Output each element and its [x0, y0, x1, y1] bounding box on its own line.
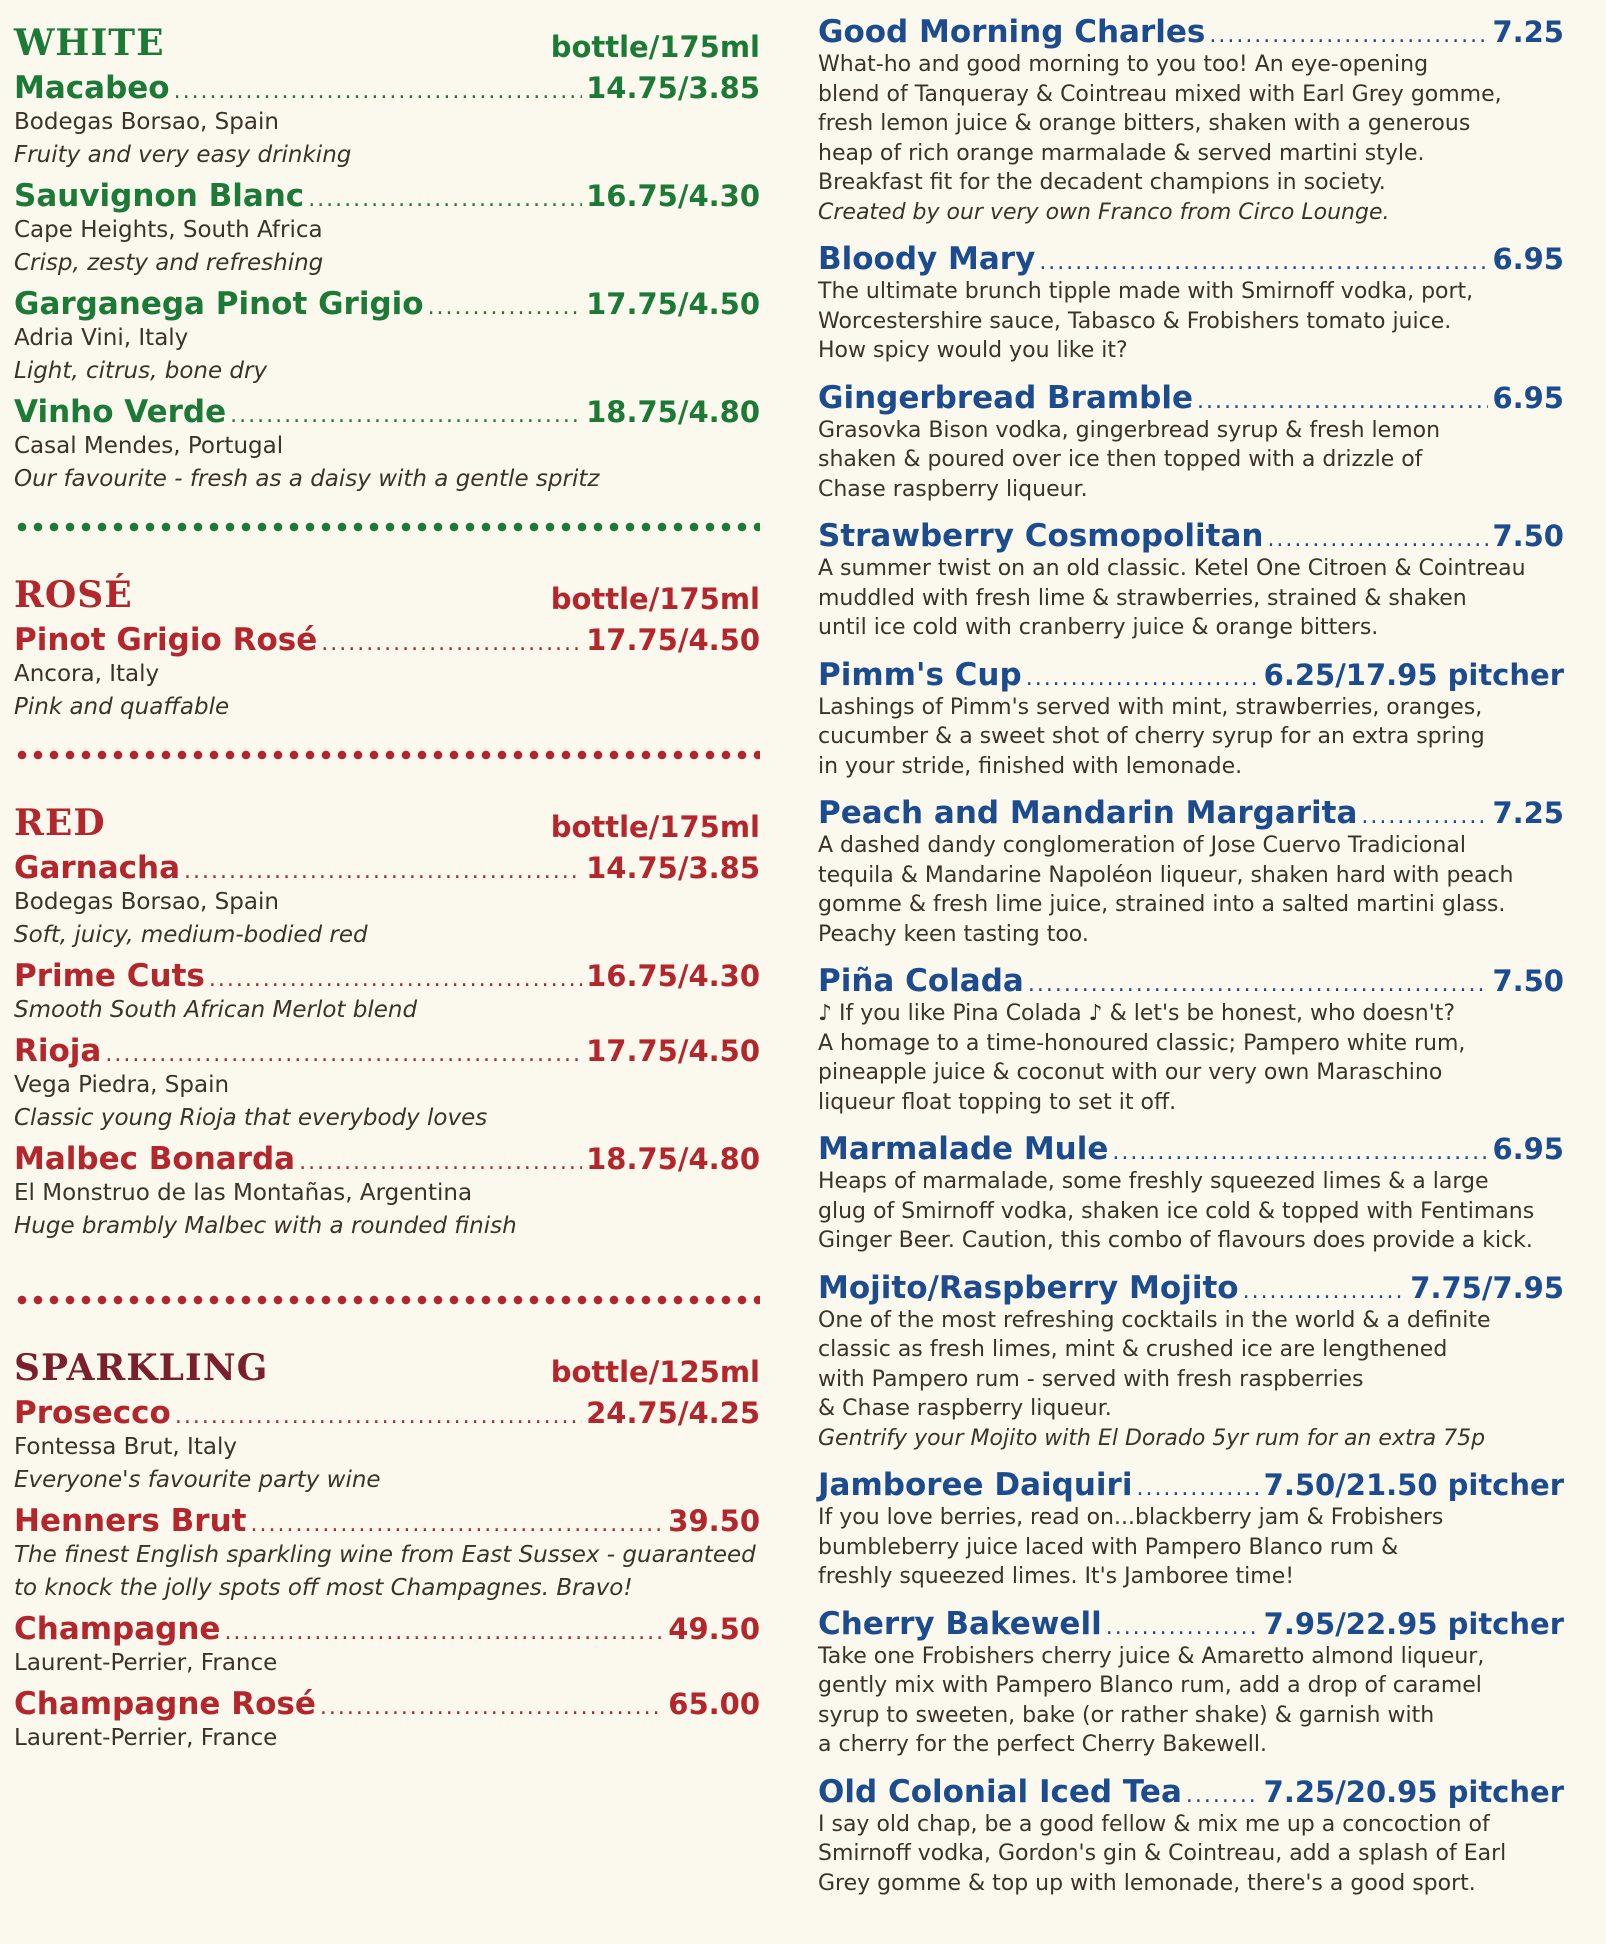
dot-leader: [250, 1512, 664, 1537]
cocktail-description: [818, 1642, 1564, 1760]
section-title: ROSÉ: [14, 574, 133, 616]
wine-description: Our favourite - fresh as a daisy with a gentle spritz: [14, 466, 600, 492]
wine-origin: Fontessa Brut, Italy: [14, 1434, 237, 1460]
cocktail-item: [818, 1131, 1564, 1256]
cocktail-item-line: [818, 1270, 1564, 1306]
wine-price: 17.75/4.50: [586, 287, 760, 321]
cocktail-description: [818, 1306, 1564, 1454]
wine-origin: Vega Piedra, Spain: [14, 1072, 230, 1098]
dot-leader: [105, 1042, 582, 1067]
cocktail-item: [818, 795, 1564, 949]
description-line: One of the most refreshing cocktails in the world & a definite: [818, 1307, 1491, 1333]
wine-description: Fruity and very easy drinking: [14, 142, 352, 168]
wine-item-line: [14, 1395, 760, 1431]
cocktail-note: Created by our very own Franco from Circo Lounge.: [818, 199, 1390, 225]
description-line: ♪ If you like Pina Colada ♪ & let's be honest, who doesn't?: [818, 1001, 1456, 1026]
description-line: shaken & poured over ice then topped with a drizzle of: [818, 447, 1423, 472]
wine-item: [14, 958, 760, 1027]
dot-leader: [1039, 250, 1488, 275]
section-title: SPARKLING: [14, 1347, 269, 1389]
wine-item-line: [14, 1503, 760, 1539]
wine-description: Smooth South African Merlot blend: [14, 997, 418, 1023]
cocktail-description: [818, 1503, 1564, 1592]
cocktail-price: 6.95: [1492, 242, 1564, 276]
wine-section-red: [14, 780, 760, 1243]
dot-leader: [1028, 972, 1489, 997]
cocktail-item-line: [818, 380, 1564, 416]
dot-leader: [1267, 527, 1488, 552]
wine-item: [14, 1611, 760, 1680]
description-line: muddled with fresh lime & strawberries, strained & shaken: [818, 585, 1467, 611]
wine-description: Huge brambly Malbec with a rounded finish: [14, 1213, 517, 1239]
wine-item-line: [14, 958, 760, 994]
dot-leader: [1361, 804, 1488, 829]
description-line: Take one Frobishers cherry juice & Amaretto almond liqueur,: [818, 1643, 1485, 1669]
cocktail-price: 7.25/20.95 pitcher: [1263, 1774, 1564, 1809]
section-header: [14, 780, 760, 844]
description-line: glug of Smirnoff vodka, shaken ice cold & topped with Fentimans: [818, 1198, 1535, 1224]
wine-origin: Adria Vini, Italy: [14, 325, 189, 351]
wine-item-line: [14, 178, 760, 214]
wine-description: Everyone's favourite party wine: [14, 1467, 381, 1493]
description-line: A dashed dandy conglomeration of Jose Cuervo Tradicional: [818, 833, 1466, 858]
cocktail-item: [818, 14, 1564, 227]
wine-name: Garnacha: [14, 850, 181, 886]
wine-price: 65.00: [668, 1687, 760, 1721]
cocktail-price: 7.50: [1492, 964, 1564, 998]
cocktail-item: [818, 657, 1564, 782]
wine-section-sparkling: [14, 1325, 760, 1755]
wine-origin: Ancora, Italy: [14, 661, 160, 687]
section-unit: bottle/175ml: [550, 810, 760, 844]
description-line: A homage to a time-honoured classic; Pampero white rum,: [818, 1030, 1466, 1056]
cocktail-price: 7.25: [1492, 15, 1564, 49]
wine-name: Rioja: [14, 1033, 102, 1069]
description-line: bumbleberry juice laced with Pampero Blanco rum &: [818, 1534, 1399, 1560]
cocktail-item: [818, 1467, 1564, 1592]
dot-leader: [224, 1620, 664, 1645]
wine-price: 17.75/4.50: [586, 1034, 760, 1068]
wine-item: [14, 622, 760, 724]
cocktail-name: Jamboree Daiquiri: [818, 1467, 1133, 1503]
cocktail-description: [818, 554, 1564, 643]
description-line: & Chase raspberry liqueur.: [818, 1396, 1112, 1421]
wine-price: 24.75/4.25: [586, 1396, 760, 1430]
wine-column: [14, 0, 760, 1755]
description-line: heap of rich orange marmalade & served martini style.: [818, 140, 1425, 166]
cocktail-item-line: [818, 1467, 1564, 1503]
description-line: syrup to sweeten, bake (or rather shake) & garnish with: [818, 1702, 1435, 1728]
wine-origin: Bodegas Borsao, Spain: [14, 109, 279, 135]
description-line: cucumber & a sweet shot of cherry syrup for an extra spring: [818, 724, 1485, 749]
description-line: with Pampero rum - served with fresh raspberries: [818, 1366, 1364, 1392]
description-line: Smirnoff vodka, Gordon's gin & Cointreau, add a splash of Earl: [818, 1841, 1507, 1866]
wine-name: Henners Brut: [14, 1503, 247, 1539]
description-line: A summer twist on an old classic. Ketel One Citroen & Cointreau: [818, 556, 1526, 581]
description-line: gomme & fresh lime juice, strained into a salted martini glass.: [818, 892, 1506, 917]
cocktail-name: Gingerbread Bramble: [818, 379, 1194, 416]
cocktail-description: [818, 1810, 1564, 1899]
cocktail-item: [818, 1774, 1564, 1899]
description-line: What-ho and good morning to you too! An eye-opening: [818, 52, 1429, 77]
wine-description: Soft, juicy, medium-bodied red: [14, 922, 368, 948]
cocktail-name: Bloody Mary: [818, 241, 1036, 277]
wine-description: The finest English sparkling wine from East Sussex - guaranteed to knock the jolly spots off most Champagnes. Bravo!: [14, 1542, 756, 1601]
dot-leader: [1186, 1783, 1260, 1808]
cocktail-price: 6.25/17.95 pitcher: [1263, 657, 1564, 692]
wine-origin: El Monstruo de las Montañas, Argentina: [14, 1180, 473, 1206]
wine-section-rose: [14, 552, 760, 724]
cocktail-description: [818, 831, 1564, 949]
cocktail-item-line: [818, 1131, 1564, 1167]
dot-leader: [1112, 1140, 1488, 1165]
description-line: Worcestershire sauce, Tabasco & Frobishers tomato juice.: [818, 308, 1452, 334]
wine-item-line: [14, 1686, 760, 1722]
description-line: If you love berries, read on...blackberry jam & Frobishers: [818, 1505, 1444, 1530]
wine-description: Classic young Rioja that everybody loves: [14, 1105, 488, 1131]
dot-leader: [1026, 666, 1260, 691]
cocktail-name: Strawberry Cosmopolitan: [818, 518, 1264, 554]
wine-origin: Laurent-Perrier, France: [14, 1650, 278, 1676]
cocktail-name: Old Colonial Iced Tea: [818, 1773, 1182, 1810]
description-line: classic as fresh limes, mint & crushed ice are lengthened: [818, 1337, 1448, 1362]
wine-name: Macabeo: [14, 70, 170, 106]
section-title: WHITE: [14, 22, 165, 64]
cocktail-name: Mojito/Raspberry Mojito: [818, 1269, 1239, 1306]
cocktail-description: [818, 416, 1564, 505]
cocktail-item: [818, 1606, 1564, 1760]
cocktail-item-line: [818, 963, 1564, 999]
description-line: Grey gomme & top up with lemonade, there's a good sport.: [818, 1870, 1476, 1896]
wine-item-line: [14, 1033, 760, 1069]
wine-section-white: [14, 0, 760, 496]
section-header: [14, 0, 760, 64]
wine-item: [14, 850, 760, 952]
section-unit: bottle/175ml: [550, 582, 760, 616]
wine-name: Garganega Pinot Grigio: [14, 286, 424, 322]
description-line: gently mix with Pampero Blanco rum, add a drop of caramel: [818, 1673, 1482, 1698]
section-divider: [14, 522, 760, 532]
wine-item: [14, 1503, 760, 1605]
description-line: pineapple juice & coconut with our very own Maraschino: [818, 1060, 1443, 1085]
cocktail-description: [818, 999, 1564, 1117]
cocktail-name: Good Morning Charles: [818, 14, 1206, 50]
wine-item: [14, 394, 760, 496]
wine-item-line: [14, 286, 760, 322]
cocktail-name: Piña Colada: [818, 963, 1024, 999]
wine-name: Vinho Verde: [14, 394, 227, 430]
dot-leader: [1197, 389, 1488, 414]
description-line: The ultimate brunch tipple made with Smirnoff vodka, port,: [818, 279, 1474, 304]
cocktail-name: Peach and Mandarin Margarita: [818, 795, 1358, 831]
wine-name: Champagne: [14, 1611, 221, 1647]
description-line: until ice cold with cranberry juice & orange bitters.: [818, 615, 1379, 640]
cocktail-description: [818, 1167, 1564, 1256]
wine-price: 16.75/4.30: [586, 959, 760, 993]
cocktail-name: Cherry Bakewell: [818, 1605, 1102, 1642]
wine-item: [14, 178, 760, 280]
cocktail-item-line: [818, 14, 1564, 50]
description-line: a cherry for the perfect Cherry Bakewell.: [818, 1732, 1268, 1757]
description-line: liqueur float topping to set it off.: [818, 1089, 1177, 1115]
wine-item: [14, 70, 760, 172]
wine-item: [14, 1141, 760, 1243]
cocktail-item: [818, 380, 1564, 505]
dot-leader: [320, 1695, 664, 1720]
section-header: [14, 1325, 760, 1389]
wine-item-line: [14, 850, 760, 886]
wine-origin: Laurent-Perrier, France: [14, 1725, 278, 1751]
cocktail-description: [818, 693, 1564, 782]
cocktail-item-line: [818, 657, 1564, 693]
cocktail-column: [818, 0, 1564, 1912]
dot-leader: [209, 967, 582, 992]
cocktail-description: [818, 50, 1564, 227]
description-line: Ginger Beer. Caution, this combo of flavours does provide a kick.: [818, 1228, 1533, 1253]
cocktail-price: 7.50/21.50 pitcher: [1263, 1468, 1564, 1502]
dot-leader: [175, 1404, 582, 1429]
wine-price: 14.75/3.85: [586, 71, 760, 105]
cocktail-price: 7.75/7.95: [1410, 1270, 1564, 1305]
dot-leader: [1243, 1279, 1407, 1304]
wine-description: Crisp, zesty and refreshing: [14, 250, 324, 276]
wine-item-line: [14, 622, 760, 658]
description-line: Lashings of Pimm's served with mint, strawberries, oranges,: [818, 694, 1483, 720]
wine-price: 39.50: [668, 1504, 760, 1538]
dot-leader: [1106, 1615, 1260, 1640]
description-line: Breakfast fit for the decadent champions in society.: [818, 170, 1386, 195]
cocktail-price: 6.95: [1492, 1132, 1564, 1166]
dot-leader: [1209, 23, 1488, 48]
dot-leader: [1136, 1476, 1259, 1501]
dot-leader: [321, 631, 582, 656]
description-line: Grasovka Bison vodka, gingerbread syrup & fresh lemon: [818, 417, 1441, 443]
wine-name: Champagne Rosé: [14, 1686, 316, 1722]
wine-item-line: [14, 1141, 760, 1177]
description-line: Peachy keen tasting too.: [818, 921, 1089, 947]
dot-leader: [230, 403, 582, 428]
wine-item: [14, 1395, 760, 1497]
wine-origin: Cape Heights, South Africa: [14, 217, 323, 243]
description-line: I say old chap, be a good fellow & mix me up a concoction of: [818, 1811, 1490, 1837]
section-unit: bottle/175ml: [550, 30, 760, 64]
cocktail-price: 7.50: [1492, 519, 1564, 553]
wine-item-line: [14, 394, 760, 430]
cocktail-item: [818, 518, 1564, 643]
cocktail-item: [818, 963, 1564, 1117]
dot-leader: [174, 79, 583, 104]
section-divider: [14, 750, 760, 760]
wine-origin: Bodegas Borsao, Spain: [14, 889, 279, 915]
wine-item-line: [14, 1611, 760, 1647]
section-title: RED: [14, 802, 106, 844]
cocktail-description: [818, 277, 1564, 366]
section-unit: bottle/125ml: [550, 1355, 760, 1389]
wine-origin: Casal Mendes, Portugal: [14, 433, 284, 459]
cocktail-item-line: [818, 1606, 1564, 1642]
description-line: Heaps of marmalade, some freshly squeezed limes & a large: [818, 1169, 1489, 1194]
cocktail-note: Gentrify your Mojito with El Dorado 5yr rum for an extra 75p: [818, 1425, 1486, 1451]
wine-price: 16.75/4.30: [586, 179, 760, 213]
cocktail-price: 7.95/22.95 pitcher: [1263, 1606, 1564, 1641]
description-line: freshly squeezed limes. It's Jamboree time!: [818, 1564, 1295, 1589]
wine-price: 17.75/4.50: [586, 623, 760, 657]
cocktail-name: Marmalade Mule: [818, 1131, 1109, 1167]
wine-name: Sauvignon Blanc: [14, 178, 305, 214]
description-line: tequila & Mandarine Napoléon liqueur, shaken hard with peach: [818, 862, 1514, 888]
wine-item: [14, 286, 760, 388]
cocktail-price: 6.95: [1492, 380, 1564, 415]
wine-price: 18.75/4.80: [586, 1142, 760, 1176]
wine-description: Light, citrus, bone dry: [14, 358, 268, 384]
wine-item: [14, 1686, 760, 1755]
cocktail-price: 7.25: [1492, 796, 1564, 830]
section-header: [14, 552, 760, 616]
wine-description: Pink and quaffable: [14, 694, 230, 720]
description-line: fresh lemon juice & orange bitters, shaken with a generous: [818, 111, 1471, 136]
wine-name: Malbec Bonarda: [14, 1141, 296, 1177]
wine-name: Pinot Grigio Rosé: [14, 622, 318, 658]
wine-name: Prime Cuts: [14, 958, 205, 994]
cocktail-item-line: [818, 241, 1564, 277]
description-line: Chase raspberry liqueur.: [818, 476, 1088, 502]
cocktail-item-line: [818, 518, 1564, 554]
cocktail-item-line: [818, 1774, 1564, 1810]
description-line: blend of Tanqueray & Cointreau mixed with Earl Grey gomme,: [818, 81, 1502, 107]
dot-leader: [428, 295, 583, 320]
wine-price: 14.75/3.85: [586, 851, 760, 885]
wine-item-line: [14, 70, 760, 106]
dot-leader: [308, 187, 582, 212]
cocktail-name: Pimm's Cup: [818, 656, 1022, 693]
cocktail-item-line: [818, 795, 1564, 831]
cocktail-item: [818, 1270, 1564, 1454]
wine-price: 18.75/4.80: [586, 395, 760, 429]
cocktail-item: [818, 241, 1564, 366]
dot-leader: [184, 859, 582, 884]
wine-price: 49.50: [668, 1612, 760, 1646]
dot-leader: [299, 1150, 582, 1175]
wine-item: [14, 1033, 760, 1135]
wine-name: Prosecco: [14, 1395, 171, 1431]
section-divider: [14, 1295, 760, 1305]
description-line: in your stride, finished with lemonade.: [818, 753, 1243, 779]
description-line: How spicy would you like it?: [818, 338, 1128, 363]
